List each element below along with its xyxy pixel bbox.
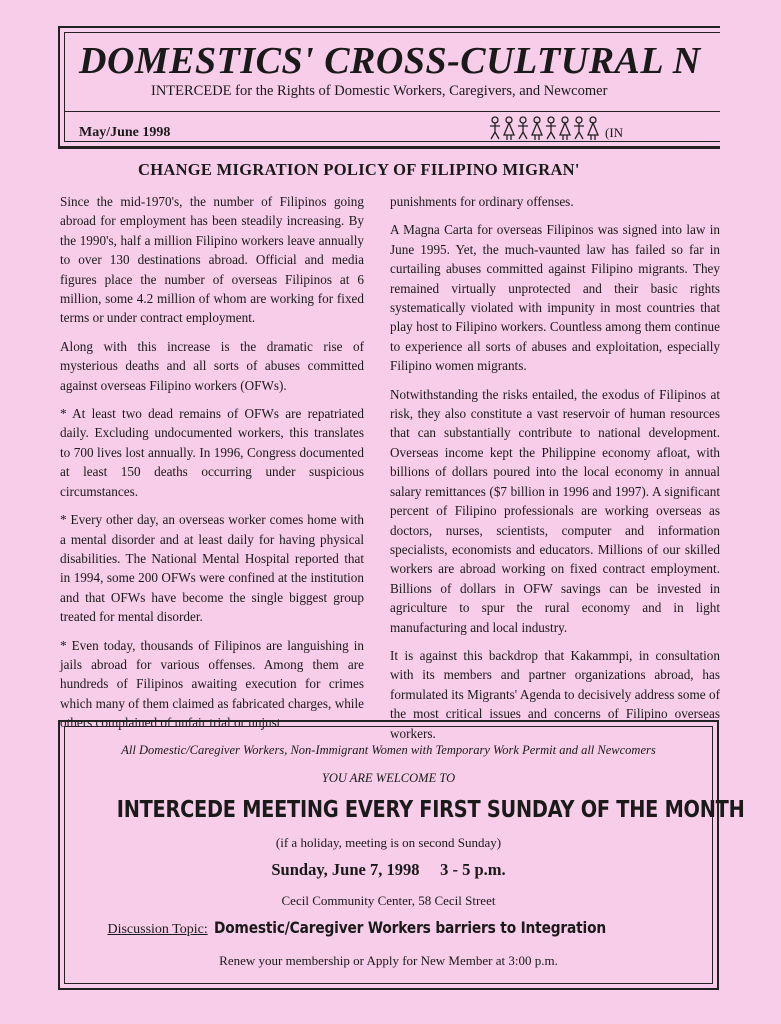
meeting-date-time: Sunday, June 7, 1998 3 - 5 p.m.	[271, 860, 506, 879]
article-column-right	[390, 192, 720, 752]
masthead-inner-frame	[64, 32, 720, 142]
discussion-topic-row	[65, 918, 712, 938]
masthead-box	[58, 26, 720, 149]
meeting-inner-frame	[64, 726, 745, 984]
newsletter-title: DOMESTICS' CROSS-CULTURAL N	[79, 40, 701, 82]
article-paragraph: Along with this increase is the dramatic rise of mysterious deaths and all sorts of abuses committed against overseas Filipino workers (OFWs).	[60, 338, 364, 393]
people-figures-logo-icon	[487, 115, 607, 141]
meeting-welcome: YOU ARE WELCOME TO	[321, 771, 456, 785]
meeting-venue: Cecil Community Center, 58 Cecil Street	[281, 893, 496, 908]
issue-date: May/June 1998	[79, 125, 171, 140]
article-paragraph: Since the mid-1970's, the number of Filipinos going abroad for employment has been steadily increasing. By the 1990's, half a million Filipino workers leave annually to over 130 destinations abroad. Official and media figures place the number of overseas Filipinos at 6 million, some 4.2 million of whom are working for fixed terms or under contract employment.	[60, 194, 364, 326]
newsletter-tagline: INTERCEDE for the Rights of Domestic Workers, Caregivers, and Newcomer	[151, 83, 608, 99]
article-headline: CHANGE MIGRATION POLICY OF FILIPINO MIGRAN'	[138, 160, 580, 179]
logo-caption: (IN	[605, 125, 624, 140]
discussion-topic: Domestic/Caregiver Workers barriers to Integration	[213, 918, 606, 937]
membership-renewal-note: Renew your membership or Apply for New Member at 3:00 p.m.	[219, 953, 558, 968]
discussion-topic-label: Discussion Topic:	[107, 922, 208, 937]
meeting-holiday-note: (if a holiday, meeting is on second Sunday)	[275, 835, 502, 850]
meeting-announcement-box	[58, 720, 745, 990]
article-paragraph: * Every other day, an overseas worker comes home with a mental disorder and at least daily for having physical disabilities. The National Mental Hospital reported that in 1994, some 200 OFWs were confined at the institution and that OFWs have become the single biggest group treated for mental disorder.	[60, 512, 364, 625]
article-paragraph: * At least two dead remains of OFWs are repatriated daily. Excluding undocumented workers, this translates to 700 lives lost annually. In 1996, Congress documented at least 150 deaths occurring under suspicious circumstances.	[60, 406, 364, 499]
meeting-title: INTERCEDE MEETING EVERY FIRST SUNDAY OF THE MONTH	[116, 797, 745, 823]
article-paragraph: A Magna Carta for overseas Filipinos was signed into law in June 1995. Yet, the much-vaunted law has failed so far in curtailing abuses committed against Filipino migrants. They remained virtually unprotected and their basic rights systematically violated with impunity in most countries that play host to Filipino workers. Countless among them continue to experience all sorts of abuses and exploitation, especially Filipino women migrants.	[390, 222, 720, 374]
masthead-divider	[65, 111, 720, 112]
article-paragraph: punishments for ordinary offenses.	[390, 194, 574, 209]
article-paragraph: It is against this backdrop that Kakammpi, in consultation with its members and partner organizations abroad, has formulated its Migrants' Agenda to decisively address some of the most critical issues and concerns of Filipino overseas workers.	[390, 647, 720, 741]
article-paragraph: * Even today, thousands of Filipinos are languishing in jails abroad for various offenses. Among them are hundreds of Filipinos awaiting execution for crimes which many of them claimed as fabricated charges, while others complained of unfair trial or unjust	[60, 637, 364, 731]
article-column-left	[60, 192, 364, 742]
article-paragraph: Notwithstanding the risks entailed, the exodus of Filipinos at risk, they also constitute a vast reservoir of human resources that can substantially contribute to national development. Overseas income kept the Philippine economy afloat, with billions of dollars poured into the local economy in annual salary remittances ($7 billion in 1996 and 1997). A significant percent of Filipino professionals are working overseas as doctors, nurses, scientists, computer and information specialists, economists and educators. Millions of our skilled workers are abroad working on fixed contract employment. Billions of dollars in OFW savings can be invested in agriculture to spur the rural economy and in light manufacturing and local industry.	[390, 386, 720, 635]
meeting-audience: All Domestic/Caregiver Workers, Non-Immigrant Women with Temporary Work Permit and all Newcomers	[121, 743, 656, 757]
